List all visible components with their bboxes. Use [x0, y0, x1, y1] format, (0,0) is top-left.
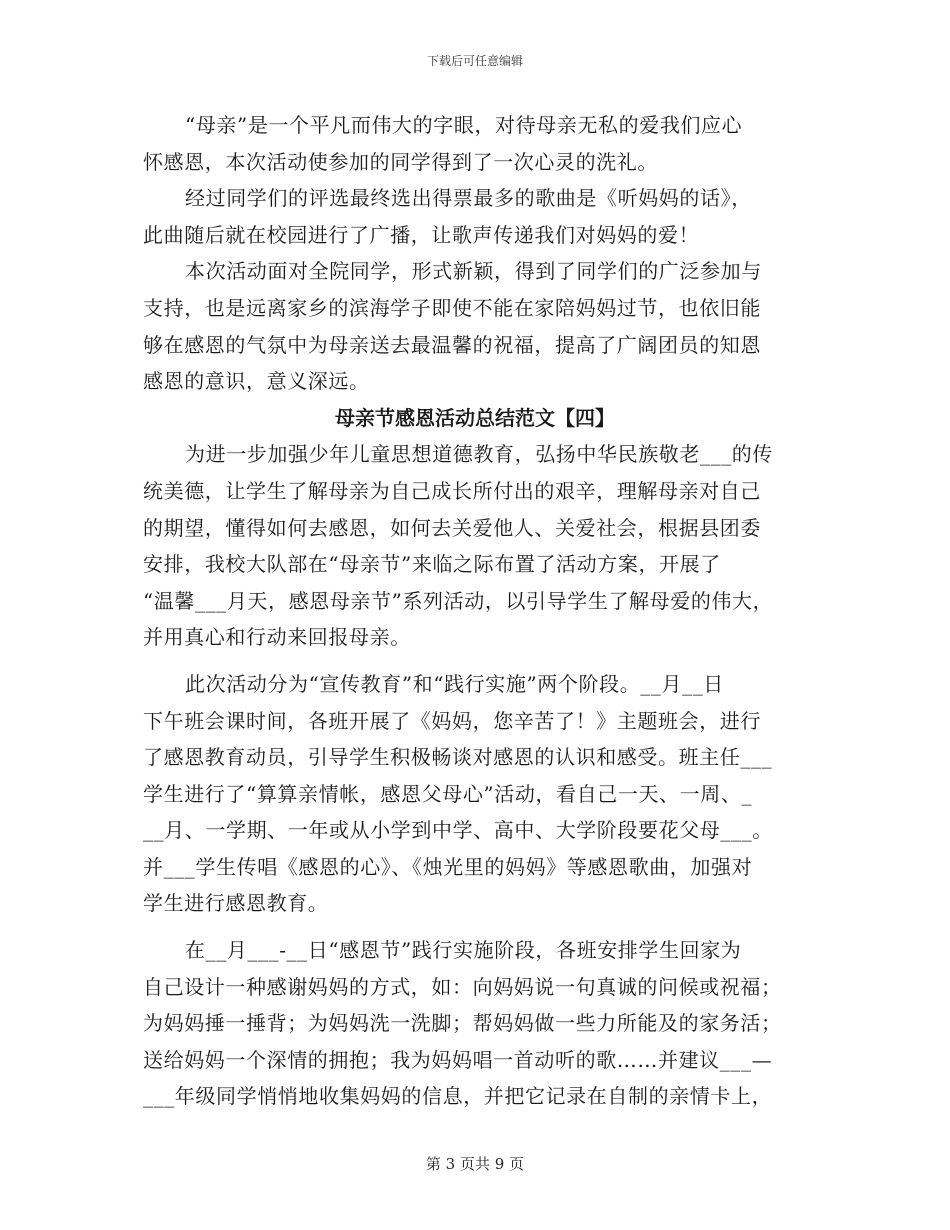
- text-line: 统美德，让学生了解母亲为自己成长所付出的艰辛，理解母亲对自己: [143, 478, 761, 503]
- text-line: 够在感恩的气氛中为母亲送去最温馨的祝福，提高了广阔团员的知恩: [143, 332, 761, 357]
- text-line: 自己设计一种感谢妈妈的方式，如：向妈妈说一句真诚的问候或祝福；: [143, 974, 782, 999]
- text-line: 此曲随后就在校园进行了广播，让歌声传递我们对妈妈的爱！: [143, 222, 700, 247]
- text-line: “母亲”是一个平凡而伟大的字眼，对待母亲无私的爱我们应心: [185, 113, 743, 137]
- text-line: “温馨___月天，感恩母亲节”系列活动，以引导学生了解母爱的伟大，: [143, 588, 774, 613]
- text-line: 送给妈妈一个深情的拥抱；我为妈妈唱一首动听的歌……并建议___—: [143, 1047, 773, 1072]
- paragraph-4: [143, 436, 807, 656]
- text-line: 为进一步加强少年儿童思想道德教育，弘扬中华民族敬老___的传: [185, 442, 773, 467]
- text-line: 并用真心和行动来回报母亲。: [143, 625, 411, 650]
- paragraph-1: [143, 107, 807, 180]
- text-line: 下午班会课时间，各班开展了《妈妈，您辛苦了！》主题班会，进行: [143, 708, 761, 733]
- text-line: 安排，我校大队部在“母亲节”来临之际布置了活动方案，开展了: [143, 552, 721, 577]
- text-line: 为妈妈捶一捶背；为妈妈洗一洗脚；帮妈妈做一些力所能及的家务活；: [143, 1011, 782, 1036]
- text-line: 学生进行了“算算亲情帐，感恩父母心”活动，看自己一天、一周、_: [143, 781, 753, 806]
- text-line: 经过同学们的评选最终选出得票最多的歌曲是《听妈妈的话》，: [185, 186, 752, 211]
- text-line: 此次活动分为“宣传教育”和“践行实施”两个阶段。__月__日: [185, 671, 724, 696]
- paragraph-3: [143, 253, 807, 399]
- text-line: 学生进行感恩教育。: [143, 891, 329, 916]
- text-line: 本次活动面对全院同学，形式新颖，得到了同学们的广泛参加与: [185, 259, 762, 284]
- page-footer-number: 第 3 页共 9 页: [425, 1155, 525, 1173]
- text-line: __月、一学期、一年或从小学到中学、高中、大学阶段要花父母___。: [143, 818, 773, 843]
- text-line: ___年级同学悄悄地收集妈妈的信息，并把它记录在自制的亲情卡上，: [143, 1084, 773, 1109]
- text-line: 感恩的意识，意义深远。: [143, 369, 370, 394]
- paragraph-2: [143, 180, 807, 253]
- text-line: 怀感恩，本次活动使参加的同学得到了一次心灵的洗礼。: [143, 149, 658, 174]
- text-line: 在__月___-__日“感恩节”践行实施阶段，各班安排学生回家为: [185, 938, 742, 963]
- section-title: 母亲节感恩活动总结范文【四】: [335, 405, 615, 430]
- document-body: [143, 107, 807, 1115]
- text-line: 并___学生传唱《感恩的心》、《烛光里的妈妈》等感恩歌曲，加强对: [143, 854, 753, 879]
- paragraph-6: [143, 932, 807, 1115]
- page-header-note: 下载后可任意编辑: [426, 54, 523, 68]
- paragraph-5: [143, 666, 807, 922]
- text-line: 的期望，懂得如何去感恩，如何去关爱他人、关爱社会，根据县团委: [143, 515, 761, 540]
- text-line: 了感恩教育动员，引导学生积极畅谈对感恩的认识和感受。班主任___: [143, 745, 773, 770]
- text-line: 支持，也是远离家乡的滨海学子即使不能在家陪妈妈过节，也依旧能: [143, 295, 761, 320]
